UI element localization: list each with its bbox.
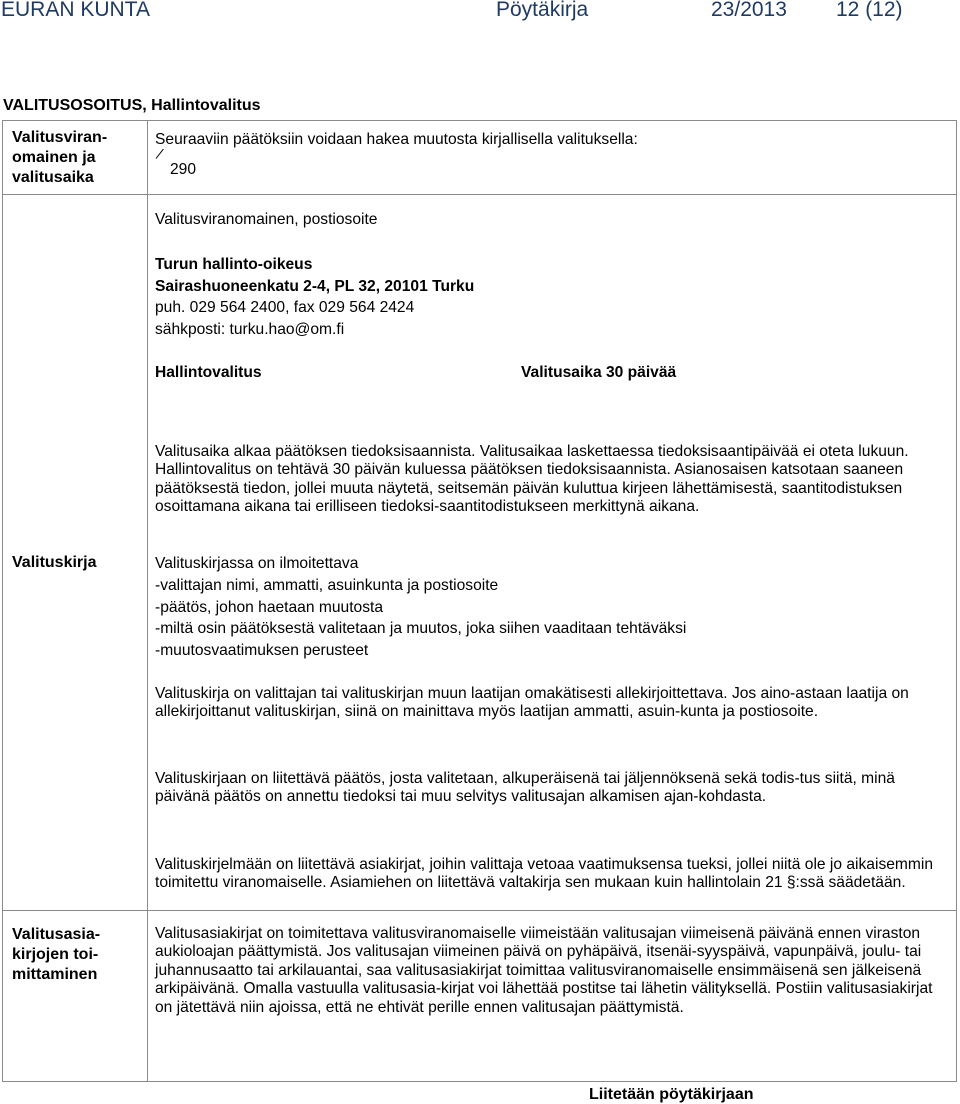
appeal-period: Valitusaika 30 päivää xyxy=(521,364,677,381)
column-divider xyxy=(147,120,148,1082)
signature-requirement: Valituskirja on valittajan tai valituskirjan muun laatijan omakätisesti allekirjoittettava. Jos aino-astaan laatija on allekirjoittanut valituskirjan, siinä on mainittava myös laatijan ammatti, asuin-kunta ja postiosoite. xyxy=(155,685,909,721)
municipality-name: EURAN KUNTA xyxy=(1,0,150,21)
footer-note: Liitetään pöytäkirjaan xyxy=(589,1086,754,1103)
delivery-instructions: Valitusasiakirjat on toimitettava valitusviranomaiselle viimeistään valitusajan viimeisenä päivänä ennen viraston aukioloajan päättymistä. Jos valitusajan viimeinen päivä on pyhäpäivä, itsenäi-syyspäivä, vapunpäivä, joulu- tai juhannusaatto tai arkilauantai, saa valitusasiakirjat toimittaa valitusviranomaiselle ensimmäisenä sen jälkeisenä arkipäivänä. Omalla vastuulla valitusasia-kirjat voi lähettää postitse tai lähetin välityksellä. Postiin valitusasiakirjat on jätettävä niin ajoissa, että ne ehtivät perille ennen valitusajan päättymistä. xyxy=(155,925,933,1016)
authority-intro: Seuraaviin päätöksiin voidaan hakea muutosta kirjallisella valituksella: xyxy=(155,131,638,148)
period-explanation: Valitusaika alkaa päätöksen tiedoksisaannista. Valitusaikaa laskettaessa tiedoksisaantipäivää ei oteta lukuun. Hallintovalitus on tehtävä 30 päivän kuluessa päätöksen tiedoksisaannista. Asianosaisen katsotaan saaneen päätöksestä tiedon, jollei muuta näytetä, seitsemän päivän kuluttua kirjeen lähettämisestä, saantitodistuksen osoittamana aikana tai erilliseen tiedoksi-saantitodistukseen merkittynä aikana. xyxy=(155,443,909,516)
page-number: 12 (12) xyxy=(836,0,903,21)
appeal-requirement-item: -miltä osin päätöksestä valitetaan ja muutos, joka siihen vaaditaan tehtäväksi xyxy=(155,620,687,637)
document-number: 23/2013 xyxy=(711,0,787,21)
appeal-type: Hallintovalitus xyxy=(155,364,262,381)
court-address: Sairashuoneenkatu 2-4, PL 32, 20101 Turku xyxy=(155,278,475,295)
row-divider-1 xyxy=(2,194,957,195)
checkmark-icon xyxy=(155,155,171,175)
appeal-requirement-item: -valittajan nimi, ammatti, asuinkunta ja postiosoite xyxy=(155,577,499,594)
court-phone: puh. 029 564 2400, fax 029 564 2424 xyxy=(155,299,415,316)
authority-heading: Valitusviranomainen, postiosoite xyxy=(155,211,378,228)
page-header xyxy=(0,0,960,24)
court-email: sähkposti: turku.hao@om.fi xyxy=(155,321,345,338)
appeal-requirement-item: -muutosvaatimuksen perusteet xyxy=(155,642,369,659)
court-name: Turun hallinto-oikeus xyxy=(155,256,313,273)
appeal-letter-intro: Valituskirjassa on ilmoitettava xyxy=(155,555,359,572)
appeal-requirement-item: -päätös, johon haetaan muutosta xyxy=(155,599,384,616)
appeal-letter-label: Valituskirja xyxy=(12,554,97,571)
authority-label: Valitusviran- omainen ja valitusaika xyxy=(12,129,108,186)
delivery-label: Valitusasia- kirjojen toi- mittaminen xyxy=(12,926,101,983)
document-type: Pöytäkirja xyxy=(496,0,589,21)
attachment-requirement: Valituskirjaan on liitettävä päätös, josta valitetaan, alkuperäisenä tai jäljennöksenä sekä todis-tus siitä, minä päivänä päätös on annettu tiedoksi tai muu selvitys valitusajan alkamisen ajan-kohdasta. xyxy=(155,770,895,806)
decision-sections: 290 xyxy=(170,161,197,178)
section-title: VALITUSOSOITUS, Hallintovalitus xyxy=(3,97,261,114)
row-divider-2 xyxy=(2,910,957,911)
supporting-documents-requirement: Valituskirjelmään on liitettävä asiakirjat, joihin valittaja vetoaa vaatimuksensa tueksi, jollei niitä ole jo aikaisemmin toimitettu viranomaiselle. Asiamiehen on liitettävä valtakirja sen mukaan kuin hallintolain 21 §:ssä säädetään. xyxy=(155,856,934,892)
